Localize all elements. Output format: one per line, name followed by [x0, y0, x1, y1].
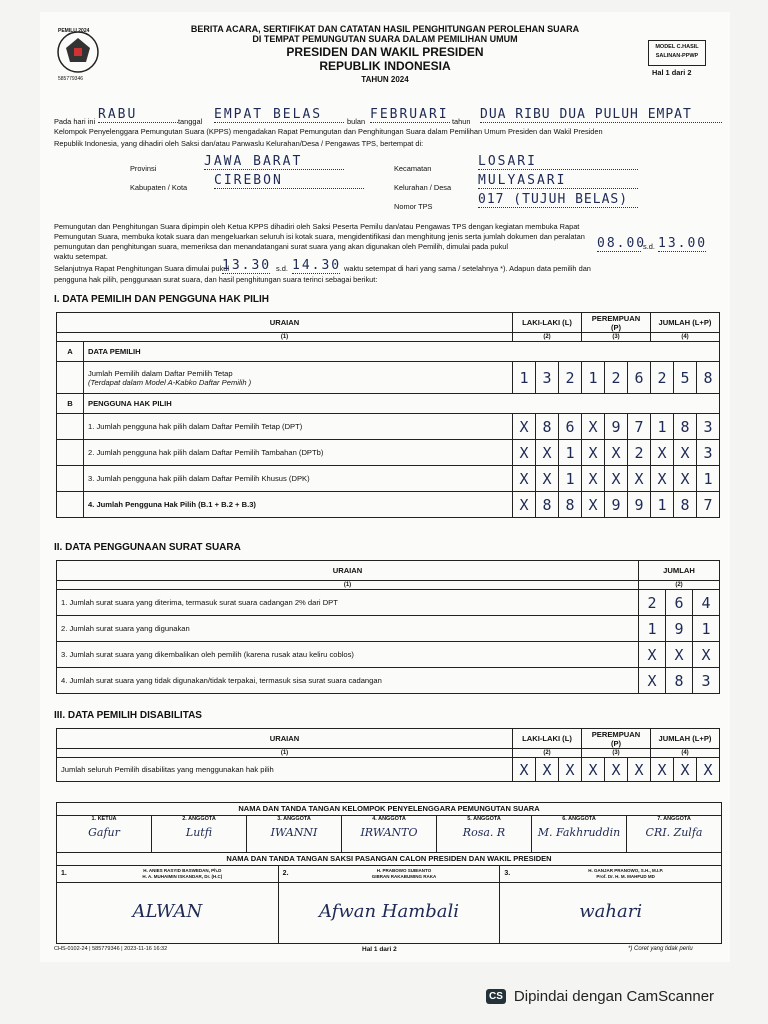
s2-rows — [57, 590, 720, 694]
kpps-signature-cell — [247, 816, 342, 852]
count-time-from: 13.30 — [222, 258, 272, 273]
kecamatan-value: LOSARI — [478, 154, 638, 170]
s3-num-4: (4) — [651, 749, 720, 758]
disabilitas-digit: X — [697, 758, 720, 782]
tahun-label: tahun — [452, 117, 471, 126]
user-row-digit: X — [513, 440, 536, 466]
saksi-number: 2. — [282, 870, 289, 877]
procedure-line-3: pemungutan dan penghitungan suara, memeriksa dan menandatangani surat suara yang akan digunakan oleh Pemilih, dimulai pada pukul — [54, 242, 509, 251]
user-row-digit: 1 — [651, 414, 674, 440]
kpps-signature: IWANNI — [270, 826, 318, 839]
kpps-signature-cell — [57, 816, 152, 852]
s1-b-label: B — [57, 394, 84, 414]
procedure-line-4: waktu setempat. — [54, 252, 108, 261]
ballot-row-digit: 3 — [693, 668, 720, 694]
user-row-digit: 8 — [536, 492, 559, 518]
user-row-digit: X — [582, 414, 605, 440]
dpt-digit: 8 — [697, 362, 720, 394]
kpps-signature: Lutfi — [185, 826, 213, 839]
s1-num-1: (1) — [57, 333, 513, 342]
s1-num-2: (2) — [513, 333, 582, 342]
kabupaten-value: CIREBON — [214, 173, 364, 189]
s1-num-3: (3) — [582, 333, 651, 342]
provinsi-value: JAWA BARAT — [204, 154, 344, 170]
saksi-candidate-1: H. GANJAR PRANOWO, S.H., M.I.P. — [588, 868, 664, 873]
s1-col-uraian: URAIAN — [57, 313, 513, 333]
footer-code: CHS-0102-24 | 585779346 | 2023-11-16 16:32 — [54, 946, 168, 952]
disabilitas-digit: X — [674, 758, 697, 782]
user-row-digit: X — [605, 466, 628, 492]
s1-col-lp: JUMLAH (L+P) — [651, 313, 720, 333]
user-row-label: 3. Jumlah pengguna hak pilih dalam Daftar Pemilih Khusus (DPK) — [84, 466, 513, 492]
s2-num-1: (1) — [57, 581, 639, 590]
saksi-signature-cell — [279, 866, 501, 944]
ballot-row-digit: X — [639, 668, 666, 694]
s1-a-label: A — [57, 342, 84, 362]
ballot-row-digit: X — [693, 642, 720, 668]
user-row — [57, 492, 720, 518]
saksi-row — [57, 866, 721, 944]
kpps-signature-cell — [342, 816, 437, 852]
user-row-digit: 1 — [651, 492, 674, 518]
kecamatan-label: Kecamatan — [394, 164, 432, 173]
kpps-role: 2. ANGGOTA — [182, 816, 216, 822]
section2-title: II. DATA PENGGUNAAN SURAT SUARA — [54, 542, 241, 553]
tps-value: 017 (TUJUH BELAS) — [478, 192, 638, 208]
kabupaten-label: Kabupaten / Kota — [130, 183, 188, 192]
user-row-digit: 8 — [674, 414, 697, 440]
title-line-3: PRESIDEN DAN WAKIL PRESIDEN — [286, 45, 484, 59]
disabilitas-digit: X — [651, 758, 674, 782]
kpps-title: NAMA DAN TANDA TANGAN KELOMPOK PENYELENGGARA PEMUNGUTAN SUARA — [57, 803, 721, 816]
user-row-digit: X — [582, 466, 605, 492]
tanggal-value: EMPAT BELAS — [214, 107, 344, 123]
kpps-role: 4. ANGGOTA — [372, 816, 406, 822]
s2-num-2: (2) — [639, 581, 720, 590]
user-row-digit: X — [513, 466, 536, 492]
intro-paragraph-1: Kelompok Penyelenggara Pemungutan Suara (KPPS) mengadakan Rapat Pemungutan dan Penghitungan Suara dalam Pemilihan Umum Presiden dan Wakil Presiden — [54, 127, 603, 136]
disabilitas-digit: X — [513, 758, 536, 782]
user-row-digit: 9 — [628, 492, 651, 518]
user-row-digit: 8 — [674, 492, 697, 518]
kpps-signature-cell — [532, 816, 627, 852]
kpps-role: 6. ANGGOTA — [562, 816, 596, 822]
ballot-row-digit: X — [639, 642, 666, 668]
s2-col-uraian: URAIAN — [57, 561, 639, 581]
section2-table — [56, 560, 720, 694]
user-row-digit: X — [582, 492, 605, 518]
title-line-2: DI TEMPAT PEMUNGUTAN SUARA DALAM PEMILIHAN UMUM — [252, 34, 518, 44]
saksi-signature: wahari — [579, 901, 643, 922]
user-row-digit: X — [651, 466, 674, 492]
camscanner-watermark — [486, 988, 714, 1005]
user-row-digit: X — [513, 414, 536, 440]
ballot-row-digit: 2 — [639, 590, 666, 616]
s1-a-title: DATA PEMILIH — [84, 342, 720, 362]
s3-col-uraian: URAIAN — [57, 729, 513, 749]
kpps-role: 1. KETUA — [91, 816, 117, 822]
logo-number: 585779346 — [58, 76, 84, 82]
disabilitas-digit: X — [559, 758, 582, 782]
disabilitas-digit: X — [605, 758, 628, 782]
user-row-label: 4. Jumlah Pengguna Hak Pilih (B.1 + B.2 + B.3) — [84, 492, 513, 518]
user-row-digit: 7 — [697, 492, 720, 518]
saksi-signature: ALWAN — [132, 901, 203, 922]
ballot-row — [57, 668, 720, 694]
kpps-signature-cell — [627, 816, 721, 852]
user-row-label: 1. Jumlah pengguna hak pilih dalam Daftar Pemilih Tetap (DPT) — [84, 414, 513, 440]
ballot-row-label: 3. Jumlah surat suara yang dikembalikan oleh pemilih (karena rusak atau keliru coblos) — [57, 642, 639, 668]
disabilitas-digit: X — [536, 758, 559, 782]
bulan-value: FEBRUARI — [370, 107, 449, 122]
dpt-digit: 6 — [628, 362, 651, 394]
kpps-role: 3. ANGGOTA — [277, 816, 311, 822]
model-box — [648, 40, 706, 66]
saksi-title: NAMA DAN TANDA TANGAN SAKSI PASANGAN CALON PRESIDEN DAN WAKIL PRESIDEN — [57, 853, 721, 866]
section1-table — [56, 312, 720, 518]
saksi-signature-cell — [57, 866, 279, 944]
user-row-digit: 9 — [605, 492, 628, 518]
user-row — [57, 414, 720, 440]
saksi-number: 1. — [61, 870, 67, 877]
dpt-digit: 2 — [605, 362, 628, 394]
saksi-signature: Afwan Hambali — [318, 901, 460, 922]
tahun-value: DUA RIBU DUA PULUH EMPAT — [480, 107, 722, 123]
dpt-digit: 2 — [651, 362, 674, 394]
user-row-digit: 1 — [559, 440, 582, 466]
ballot-row-label: 4. Jumlah surat suara yang tidak digunakan/tidak terpakai, termasuk sisa surat suara cadangan — [57, 668, 639, 694]
model-line-2: SALINAN-PPWP — [655, 53, 699, 59]
kpps-role: 7. ANGGOTA — [657, 816, 691, 822]
procedure-line-5: Selanjutnya Rapat Penghitungan Suara dimulai pukul — [54, 264, 230, 273]
user-row-digit: 8 — [559, 492, 582, 518]
row-spacer — [57, 440, 84, 466]
pada-hari-label: Pada hari ini — [54, 117, 96, 126]
title-line-5: TAHUN 2024 — [361, 75, 409, 84]
kpps-signature: Gafur — [88, 826, 120, 839]
title-line-4: REPUBLIK INDONESIA — [319, 59, 451, 73]
s3-col-lp: JUMLAH (L+P) — [651, 729, 720, 749]
s3-col-p: PEREMPUAN (P) — [582, 729, 651, 749]
form-page — [40, 12, 730, 962]
provinsi-label: Provinsi — [130, 164, 157, 173]
procedure-line-5b: waktu setempat di hari yang sama / setelahnya *). Adapun data pemilih dan — [344, 264, 591, 273]
tps-label: Nomor TPS — [394, 202, 433, 211]
saksi-candidate-1: H. ANIES RASYID BASWEDAN, Ph.D — [143, 868, 222, 873]
section1-title: I. DATA PEMILIH DAN PENGGUNA HAK PILIH — [54, 294, 269, 305]
row-spacer — [57, 466, 84, 492]
ballot-row-digit: 1 — [639, 616, 666, 642]
ballot-row-digit: 6 — [666, 590, 693, 616]
s3-num-3: (3) — [582, 749, 651, 758]
intro-paragraph-2: Republik Indonesia, yang dihadiri oleh Saksi dan/atau Panwaslu Kelurahan/Desa / Pengawas TPS, bertempat di: — [54, 139, 424, 148]
s1-rows — [57, 414, 720, 518]
dpt-digit: 2 — [559, 362, 582, 394]
kpps-role: 5. ANGGOTA — [467, 816, 501, 822]
logo-text: PEMILU 2024 — [58, 28, 90, 34]
dpt-row — [57, 362, 720, 394]
ballot-row-digit: 8 — [666, 668, 693, 694]
disabilitas-digit: X — [582, 758, 605, 782]
disabilitas-label: Jumlah seluruh Pemilih disabilitas yang menggunakan hak pilih — [57, 758, 513, 782]
ballot-row-digit: 1 — [693, 616, 720, 642]
user-row-digit: X — [674, 466, 697, 492]
start-time-from: 08.00 — [597, 236, 647, 251]
count-time-to: 14.30 — [292, 258, 342, 273]
saksi-number: 3. — [504, 870, 511, 877]
section3-table — [56, 728, 720, 782]
tanggal-label: tanggal — [178, 117, 203, 126]
saksi-candidate-2: H. A. MUHAIMIN ISKANDAR, Dr. (H.C) — [142, 874, 223, 879]
procedure-line-1: Pemungutan dan Penghitungan Suara dipimpin oleh Ketua KPPS dihadiri oleh Saksi Peserta Pemilu dan/atau Pengawas TPS dengan kegiatan membuka Rapat — [54, 222, 580, 231]
section3-title: III. DATA PEMILIH DISABILITAS — [54, 710, 202, 721]
start-sd-label: s.d. — [643, 242, 655, 251]
saksi-candidate-1: H. PRABOWO SUBIANTO — [376, 868, 432, 873]
kelurahan-label: Kelurahan / Desa — [394, 183, 452, 192]
saksi-candidate-2: Prof. Dr. H. M. MAHFUD MD — [596, 874, 655, 879]
saksi-candidate-2: GIBRAN RAKABUMING RAKA — [371, 874, 437, 879]
s3-col-l: LAKI-LAKI (L) — [513, 729, 582, 749]
ballot-row — [57, 616, 720, 642]
signature-block — [56, 802, 722, 944]
ballot-row — [57, 590, 720, 616]
kpps-signature: IRWANTO — [360, 826, 418, 839]
dpt-digit: 1 — [513, 362, 536, 394]
disabilitas-row — [57, 758, 720, 782]
kpps-signature-cell — [437, 816, 532, 852]
hari-value: RABU — [98, 107, 178, 123]
kpps-signature-cell — [152, 816, 247, 852]
model-line-1: MODEL C.HASIL — [655, 44, 699, 50]
dpt-label: Jumlah Pemilih dalam Daftar Pemilih Tetap — [88, 368, 233, 378]
footer-page: Hal 1 dari 2 — [362, 946, 397, 953]
user-row-digit: 1 — [559, 466, 582, 492]
dpt-sub: (Terdapat dalam Model A-Kabko Daftar Pemilih ) — [88, 377, 252, 387]
user-row-digit: X — [536, 466, 559, 492]
user-row-digit: X — [674, 440, 697, 466]
user-row-digit: X — [536, 440, 559, 466]
ballot-row — [57, 642, 720, 668]
user-row-label: 2. Jumlah pengguna hak pilih dalam Daftar Pemilih Tambahan (DPTb) — [84, 440, 513, 466]
kpps-signature: Rosa. R — [462, 826, 506, 839]
user-row-digit: X — [582, 440, 605, 466]
user-row-digit: X — [651, 440, 674, 466]
user-row — [57, 466, 720, 492]
s1-b-title: PENGGUNA HAK PILIH — [84, 394, 720, 414]
dpt-digit: 1 — [582, 362, 605, 394]
header-page-number: Hal 1 dari 2 — [652, 68, 692, 77]
kpps-signature: M. Fakhruddin — [537, 826, 621, 839]
s1-col-l: LAKI-LAKI (L) — [513, 313, 582, 333]
row-spacer — [57, 492, 84, 518]
s3-num-2: (2) — [513, 749, 582, 758]
camscanner-logo: CS — [486, 989, 506, 1004]
kelurahan-value: MULYASARI — [478, 173, 638, 189]
dpt-digit: 5 — [674, 362, 697, 394]
disabilitas-digit: X — [628, 758, 651, 782]
user-row-digit: X — [605, 440, 628, 466]
dpt-digit: 3 — [536, 362, 559, 394]
user-row-digit: 3 — [697, 440, 720, 466]
user-row-digit: X — [628, 466, 651, 492]
s2-col-jumlah: JUMLAH — [639, 561, 720, 581]
ballot-row-digit: 9 — [666, 616, 693, 642]
footer-note: *) Coret yang tidak perlu — [628, 946, 693, 952]
start-time-to: 13.00 — [658, 236, 708, 251]
procedure-line-6: pengguna hak pilih, penggunaan surat suara, dan hasil penghitungan suara terinci sebagai berikut: — [54, 275, 378, 284]
kpps-signature: CRI. Zulfa — [645, 826, 703, 839]
ballot-row-label: 2. Jumlah surat suara yang digunakan — [57, 616, 639, 642]
ballot-row-digit: X — [666, 642, 693, 668]
user-row-digit: 3 — [697, 414, 720, 440]
s1-col-p: PEREMPUAN (P) — [582, 313, 651, 333]
user-row-digit: 1 — [697, 466, 720, 492]
user-row-digit: 7 — [628, 414, 651, 440]
title-line-1: BERITA ACARA, SERTIFIKAT DAN CATATAN HASIL PENGHITUNGAN PEROLEHAN SUARA — [190, 24, 580, 34]
row-spacer — [57, 414, 84, 440]
user-row-digit: 6 — [559, 414, 582, 440]
dpt-label-cell — [84, 362, 513, 394]
bulan-label: bulan — [347, 117, 366, 126]
camscanner-text: Dipindai dengan CamScanner — [513, 988, 715, 1005]
s1-num-4: (4) — [651, 333, 720, 342]
s3-num-1: (1) — [57, 749, 513, 758]
user-row-digit: 2 — [628, 440, 651, 466]
saksi-signature-cell — [500, 866, 721, 944]
count-sd-label: s.d. — [276, 264, 288, 273]
user-row — [57, 440, 720, 466]
user-row-digit: 8 — [536, 414, 559, 440]
ballot-row-label: 1. Jumlah surat suara yang diterima, termasuk surat suara cadangan 2% dari DPT — [57, 590, 639, 616]
kpps-row — [57, 816, 721, 853]
user-row-digit: X — [513, 492, 536, 518]
user-row-digit: 9 — [605, 414, 628, 440]
ballot-row-digit: 4 — [693, 590, 720, 616]
procedure-line-2: Pemungutan Suara, membuka kotak suara dan mengeluarkan seluruh isi kotak suara, mengidentifikasi dan menghitung jenis serta jumlah dokumen dan peralatan — [54, 232, 585, 241]
